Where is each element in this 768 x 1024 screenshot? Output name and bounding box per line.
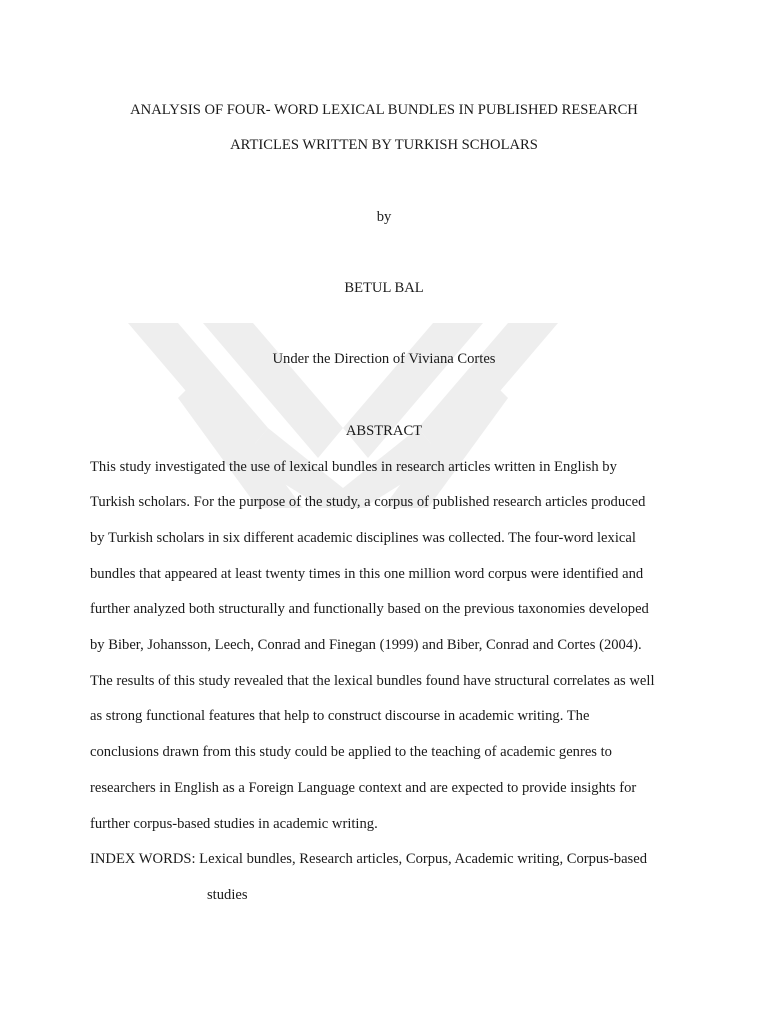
abstract-line: by Biber, Johansson, Leech, Conrad and Finegan (1999) and Biber, Conrad and Cortes (2004). bbox=[90, 637, 642, 653]
abstract-line: researchers in English as a Foreign Language context and are expected to provide insights for bbox=[90, 780, 637, 796]
author-name: BETUL BAL bbox=[344, 280, 424, 296]
abstract-line: The results of this study revealed that the lexical bundles found have structural correlates as well bbox=[90, 673, 655, 689]
index-words-line: INDEX WORDS: Lexical bundles, Research articles, Corpus, Academic writing, Corpus-based bbox=[90, 851, 647, 867]
abstract-line: bundles that appeared at least twenty times in this one million word corpus were identified and bbox=[90, 566, 644, 582]
abstract-line: This study investigated the use of lexical bundles in research articles written in English by bbox=[90, 459, 617, 475]
abstract-line: further corpus-based studies in academic writing. bbox=[90, 816, 378, 832]
abstract-line: as strong functional features that help to construct discourse in academic writing. The bbox=[90, 708, 590, 724]
by-label: by bbox=[376, 209, 392, 225]
index-words-continuation: studies bbox=[207, 887, 248, 903]
title-line-2: ARTICLES WRITTEN BY TURKISH SCHOLARS bbox=[230, 137, 538, 153]
abstract-line: Turkish scholars. For the purpose of the study, a corpus of published research articles produced bbox=[90, 494, 646, 510]
abstract-line: conclusions drawn from this study could be applied to the teaching of academic genres to bbox=[90, 744, 612, 760]
institution-logo-watermark-icon bbox=[118, 318, 568, 508]
abstract-heading: ABSTRACT bbox=[345, 423, 423, 439]
abstract-line: by Turkish scholars in six different academic disciplines was collected. The four-word lexical bbox=[90, 530, 636, 546]
title-line-1: ANALYSIS OF FOUR- WORD LEXICAL BUNDLES IN PUBLISHED RESEARCH bbox=[130, 102, 638, 118]
abstract-line: further analyzed both structurally and functionally based on the previous taxonomies developed bbox=[90, 601, 649, 617]
direction-line: Under the Direction of Viviana Cortes bbox=[272, 351, 496, 367]
